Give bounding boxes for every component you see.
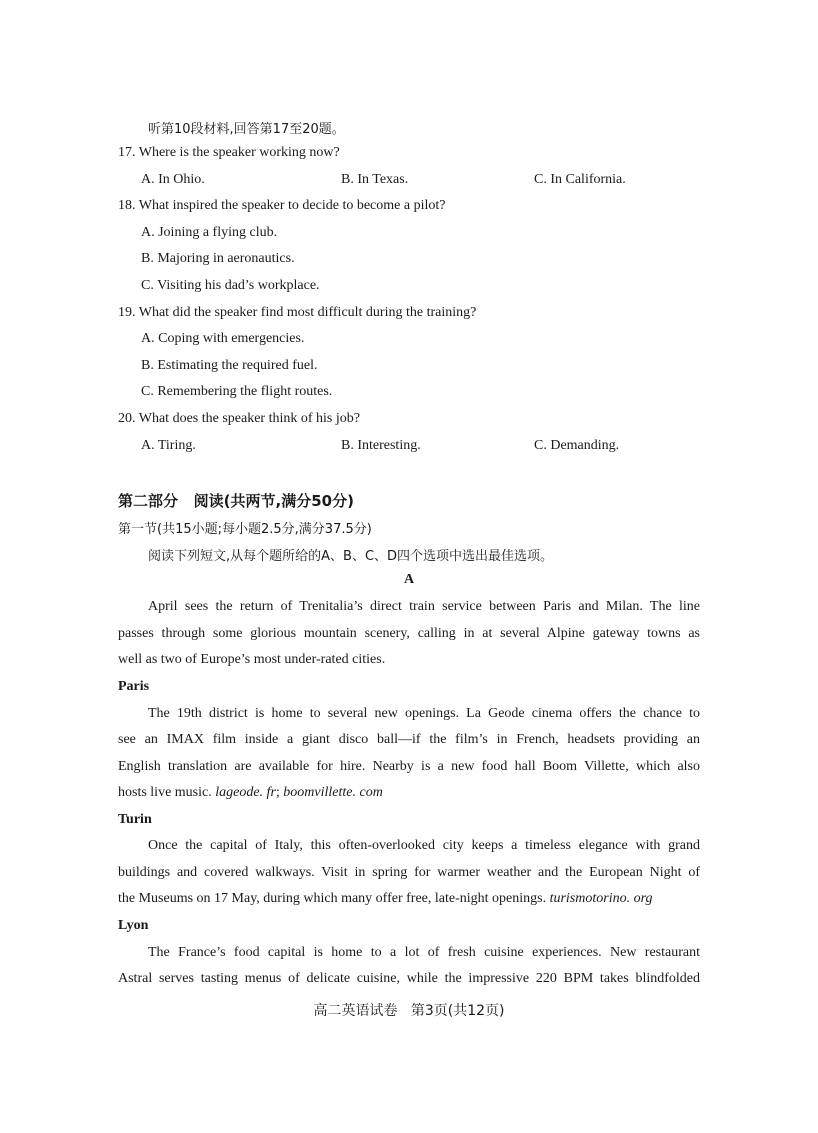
question-17: 17. Where is the speaker working now?: [118, 145, 340, 160]
lageode-link: lageode. fr: [215, 785, 276, 800]
paris-heading: Paris: [118, 679, 150, 694]
turin-heading: Turin: [118, 812, 152, 827]
q18-option-b: B. Majoring in aeronautics.: [141, 251, 295, 266]
turismotorino-link: turismotorino. org: [549, 891, 653, 906]
page-footer: 高二英语试卷 第3页(共12页): [313, 1003, 505, 1019]
question-18: 18. What inspired the speaker to decide to become a pilot?: [118, 198, 446, 213]
section1-heading: 第一节(共15小题;每小题2.5分,满分37.5分): [118, 522, 372, 537]
paris-line-3: English translation are available for hire. Nearby is a new food hall Boom Villette, which also: [118, 759, 700, 774]
paris-line-4-text: hosts live music.: [118, 785, 216, 800]
question-19: 19. What did the speaker find most difficult during the training?: [118, 305, 477, 320]
passage-intro-line-2: passes through some glorious mountain scenery, calling in at several Alpine gateway towns as: [118, 626, 700, 641]
boomvillette-link: boomvillette. com: [283, 785, 383, 800]
passage-intro-line-3: well as two of Europe’s most under-rated cities.: [118, 652, 386, 667]
paris-line-4: [118, 785, 700, 801]
q20-option-a: A. Tiring.: [141, 438, 196, 453]
paris-line-2: see an IMAX film inside a giant disco ball—if the film’s in French, headsets providing an: [118, 732, 700, 747]
link-separator: ;: [275, 785, 284, 800]
passage-label: A: [403, 572, 415, 587]
paris-line-1: The 19th district is home to several new openings. La Geode cinema offers the chance to: [148, 706, 700, 721]
listening-intro: 听第10段材料,回答第17至20题。: [148, 122, 345, 137]
turin-line-3-text: the Museums on 17 May, during which many offer free, late-night openings.: [118, 891, 550, 906]
lyon-line-1: The France’s food capital is home to a lot of fresh cuisine experiences. New restaurant: [148, 945, 700, 960]
q20-option-b: B. Interesting.: [341, 438, 421, 453]
reading-instruction: 阅读下列短文,从每个题所给的A、B、C、D四个选项中选出最佳选项。: [148, 549, 554, 564]
q18-option-c: C. Visiting his dad’s workplace.: [141, 278, 320, 293]
q19-option-a: A. Coping with emergencies.: [141, 331, 305, 346]
passage-intro-line-1: April sees the return of Trenitalia’s direct train service between Paris and Milan. The line: [148, 599, 700, 614]
q17-option-b: B. In Texas.: [341, 172, 409, 187]
q18-option-a: A. Joining a flying club.: [141, 225, 278, 240]
q17-option-a: A. In Ohio.: [141, 172, 205, 187]
q19-option-c: C. Remembering the flight routes.: [141, 384, 333, 399]
turin-line-3: [118, 891, 700, 907]
lyon-line-2: Astral serves tasting menus of delicate cuisine, while the impressive 220 BPM takes blindfolded: [118, 971, 700, 986]
q19-option-b: B. Estimating the required fuel.: [141, 358, 318, 373]
q20-option-c: C. Demanding.: [534, 438, 620, 453]
turin-line-2: buildings and covered walkways. Visit in spring for warmer weather and the European Night of: [118, 865, 700, 880]
question-20: 20. What does the speaker think of his job?: [118, 411, 360, 426]
q17-option-c: C. In California.: [534, 172, 626, 187]
part2-heading: 第二部分 阅读(共两节,满分50分): [118, 492, 354, 510]
lyon-heading: Lyon: [118, 918, 149, 933]
turin-line-1: Once the capital of Italy, this often-overlooked city keeps a timeless elegance with grand: [148, 838, 700, 853]
